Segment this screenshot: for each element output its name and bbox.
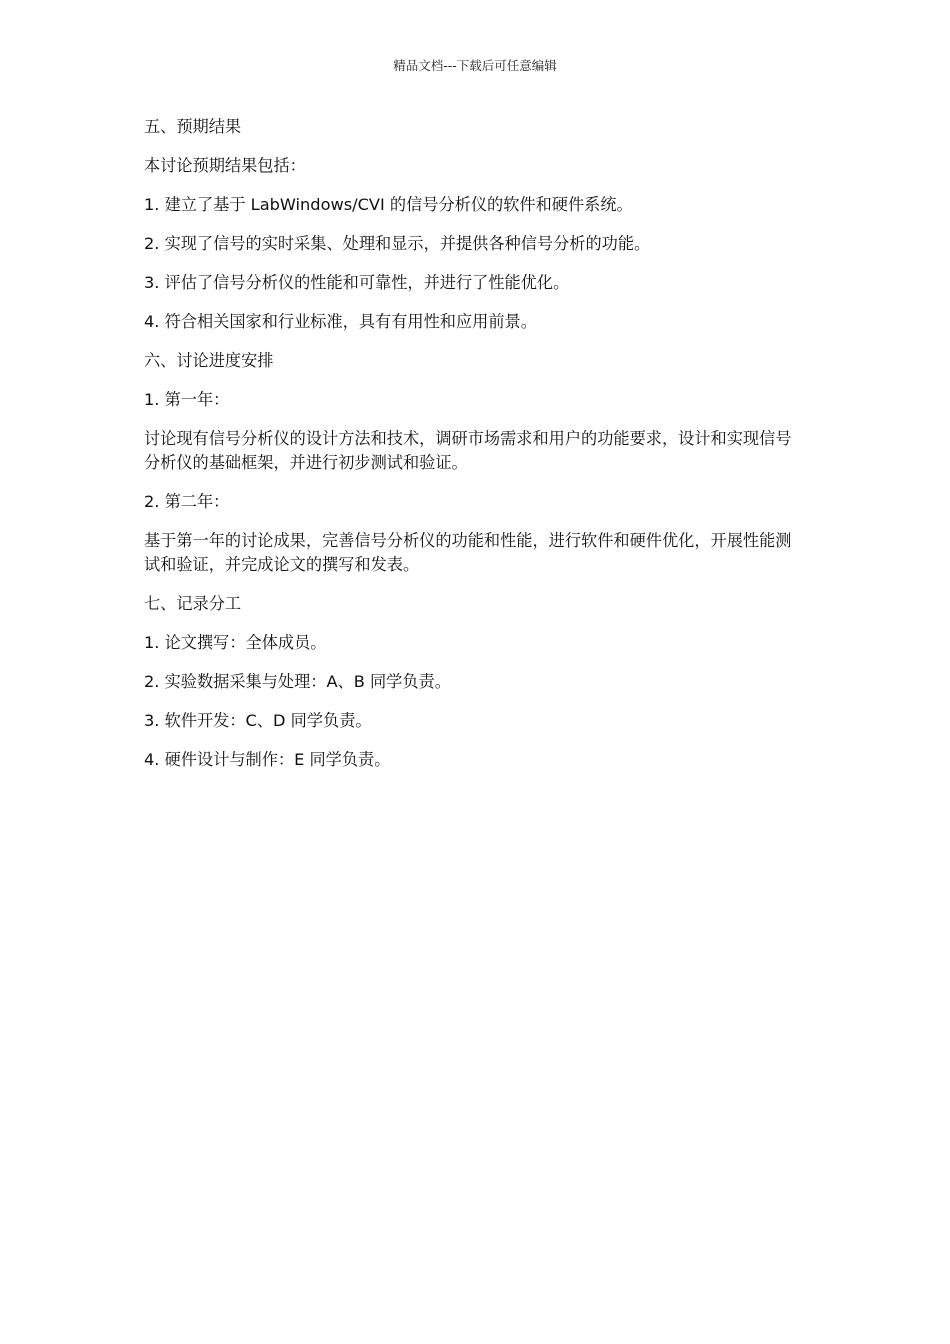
list-item: 4. 硬件设计与制作：E 同学负责。 xyxy=(144,750,391,769)
list-item: 1. 第一年： xyxy=(144,390,230,409)
list-item: 4. 符合相关国家和行业标准，具有有用性和应用前景。 xyxy=(144,312,537,331)
document-body xyxy=(144,115,804,787)
section-heading-division-of-work: 七、记录分工 xyxy=(144,594,242,613)
list-item: 2. 实验数据采集与处理：A、B 同学负责。 xyxy=(144,672,451,691)
list-item: 2. 实现了信号的实时采集、处理和显示，并提供各种信号分析的功能。 xyxy=(144,234,651,253)
list-item: 1. 论文撰写：全体成员。 xyxy=(144,633,327,652)
section-heading-schedule: 六、讨论进度安排 xyxy=(144,351,274,370)
paragraph-year-one: 讨论现有信号分析仪的设计方法和技术，调研市场需求和用户的功能要求，设计和实现信号分析仪的基础框架，并进行初步测试和验证。 xyxy=(144,429,792,472)
list-item: 1. 建立了基于 LabWindows/CVI 的信号分析仪的软件和硬件系统。 xyxy=(144,195,633,214)
section-heading-expected-results: 五、预期结果 xyxy=(144,117,242,136)
paragraph-intro: 本讨论预期结果包括： xyxy=(144,156,306,175)
list-item: 3. 评估了信号分析仪的性能和可靠性，并进行了性能优化。 xyxy=(144,273,570,292)
list-item: 3. 软件开发：C、D 同学负责。 xyxy=(144,711,372,730)
paragraph-year-two: 基于第一年的讨论成果，完善信号分析仪的功能和性能，进行软件和硬件优化，开展性能测试和验证，并完成论文的撰写和发表。 xyxy=(144,531,792,574)
page-header: 精品文档---下载后可任意编辑 xyxy=(393,58,557,73)
list-item: 2. 第二年： xyxy=(144,492,230,511)
